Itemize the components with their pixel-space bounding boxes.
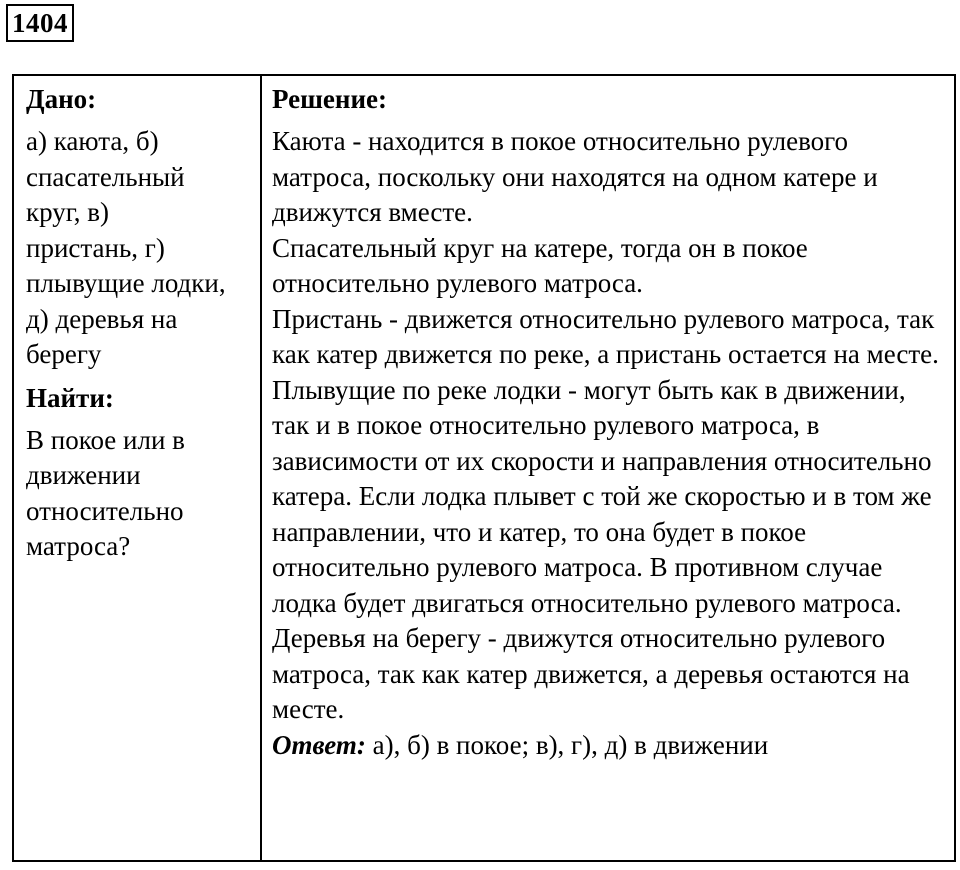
solution-paragraph-trees: Деревья на берегу - движутся относительно рулевого матроса, так как катер движется, а деревья остаются на месте. [272,623,910,724]
given-heading: Дано: [26,84,97,114]
solution-heading: Решение: [272,84,387,114]
find-text: В покое или в движении относительно матроса? [26,424,185,561]
solution-paragraph-cabin: Каюта - находится в покое относительно рулевого матроса, поскольку они находятся на одном катере и движутся вместе. [272,126,878,227]
solution-text [272,124,948,763]
answer-text: а), б) в покое; в), г), д) в движении [365,729,769,760]
find-heading: Найти: [26,382,114,413]
solution-column [262,76,954,860]
solution-paragraph-lifebuoy: Спасательный круг на катере, тогда он в покое относительно рулевого матроса. [272,232,808,298]
given-column [14,76,262,860]
problem-number: 1404 [6,4,74,42]
solution-paragraph-pier: Пристань - движется относительно рулевого матроса, так как катер движется по реке, а пристань остается на месте. [272,303,939,369]
answer-label: Ответ: [272,729,366,760]
solution-table [12,74,956,862]
given-text: а) каюта, б) спасательный круг, в) пристань, г) плывущие лодки, д) деревья на берегу [26,126,226,369]
answer-line [272,728,948,764]
solution-paragraph-boats: Плывущие по реке лодки - могут быть как в движении, так и в покое относительно рулевого матроса, в зависимости от их скорости и направления относительно катера. Если лодка плывет с той же скоростью и в том же направлении, что и катер, то она будет в покое относительно рулевого матроса. В противном случае лодка будет двигаться относительно рулевого матроса. [272,374,932,618]
